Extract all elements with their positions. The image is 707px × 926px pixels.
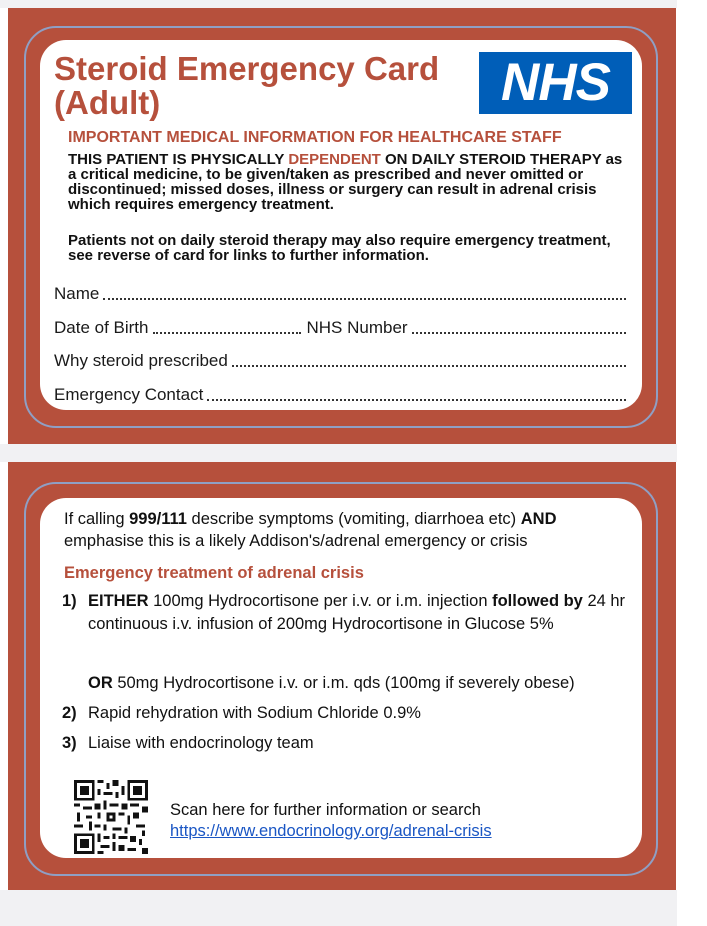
adrenal-crisis-link[interactable]: https://www.endocrinology.org/adrenal-crisis (170, 822, 492, 840)
calling-instructions (64, 508, 636, 552)
card-front (8, 8, 676, 444)
step-2-text: Rapid rehydration with Sodium Chloride 0.9% (88, 704, 421, 722)
step-3-number: 3) (62, 734, 77, 752)
treatment-step-1-alternative (88, 672, 648, 695)
treatment-step-1 (62, 590, 634, 636)
dob-nhs-row (54, 316, 626, 338)
step-1-or: OR (88, 674, 113, 692)
emergency-numbers: 999/111 (129, 510, 187, 528)
card-back-panel (40, 498, 642, 858)
step-2-number: 2) (62, 704, 77, 722)
emergency-contact-field[interactable] (54, 383, 626, 405)
warning-text-2: ON DAILY STEROID THERAPY as a critical medicine, to be given/taken as prescribed and never omitted or discontinued; missed doses, illness or surgery can result in adrenal crisis which requires emergency treatment. (68, 151, 623, 213)
right-margin (677, 0, 707, 926)
intro-and: AND (520, 510, 557, 528)
why-prescribed-field[interactable] (54, 349, 626, 371)
card-separator (0, 444, 707, 462)
why-prescribed-label: Why steroid prescribed (54, 351, 228, 370)
card-back (8, 462, 676, 890)
dependency-warning (68, 152, 634, 212)
card-title-line2: (Adult) (54, 84, 161, 121)
treatment-heading: Emergency treatment of adrenal crisis (64, 564, 364, 582)
step-1-followed-by: followed by (492, 592, 583, 610)
step-1-or-text: 50mg Hydrocortisone i.v. or i.m. qds (100mg if severely obese) (112, 674, 575, 692)
warning-text-1: THIS PATIENT IS PHYSICALLY (68, 151, 289, 168)
dependent-highlight: DEPENDENT (288, 151, 381, 168)
step-1-part1: 100mg Hydrocortisone per i.v. or i.m. injection (148, 592, 493, 610)
card-front-panel (40, 40, 642, 410)
step-1-either: EITHER (88, 592, 149, 610)
non-daily-note: Patients not on daily steroid therapy may also require emergency treatment, see reverse of card for links to further information. (68, 232, 611, 264)
qr-code-icon[interactable] (74, 780, 148, 854)
intro-text-1: If calling (64, 510, 130, 528)
why-prescribed-line[interactable] (232, 365, 626, 367)
intro-text-3: emphasise this is a likely Addison's/adrenal emergency or crisis (64, 532, 528, 550)
treatment-step-2 (62, 702, 634, 725)
treatment-step-3 (62, 732, 634, 755)
top-margin (0, 0, 707, 8)
name-line[interactable] (103, 298, 626, 300)
scan-instruction: Scan here for further information or search (170, 801, 481, 819)
name-label: Name (54, 284, 100, 303)
card-title-line1: Steroid Emergency Card (54, 50, 440, 87)
important-info-heading: IMPORTANT MEDICAL INFORMATION FOR HEALTHCARE STAFF (68, 129, 562, 146)
emergency-contact-label: Emergency Contact (54, 385, 204, 404)
bottom-margin (0, 890, 707, 926)
name-field[interactable] (54, 282, 626, 304)
dob-line[interactable] (153, 332, 301, 334)
step-1-part2: 24 hr continuous i.v. infusion of 200mg Hydrocortisone in Glucose 5% (88, 592, 626, 633)
nhs-number-line[interactable] (412, 332, 626, 334)
step-1-number: 1) (62, 592, 77, 610)
intro-text-2: describe symptoms (vomiting, diarrhoea etc) (186, 510, 521, 528)
emergency-contact-line[interactable] (207, 399, 626, 401)
card-title (54, 52, 474, 120)
nhs-number-label: NHS Number (306, 318, 408, 337)
step-3-text: Liaise with endocrinology team (88, 734, 314, 752)
dob-label: Date of Birth (54, 318, 149, 337)
step-1-alt-text (88, 672, 648, 695)
nhs-logo: NHS (479, 52, 632, 114)
step-1-text (88, 590, 634, 636)
